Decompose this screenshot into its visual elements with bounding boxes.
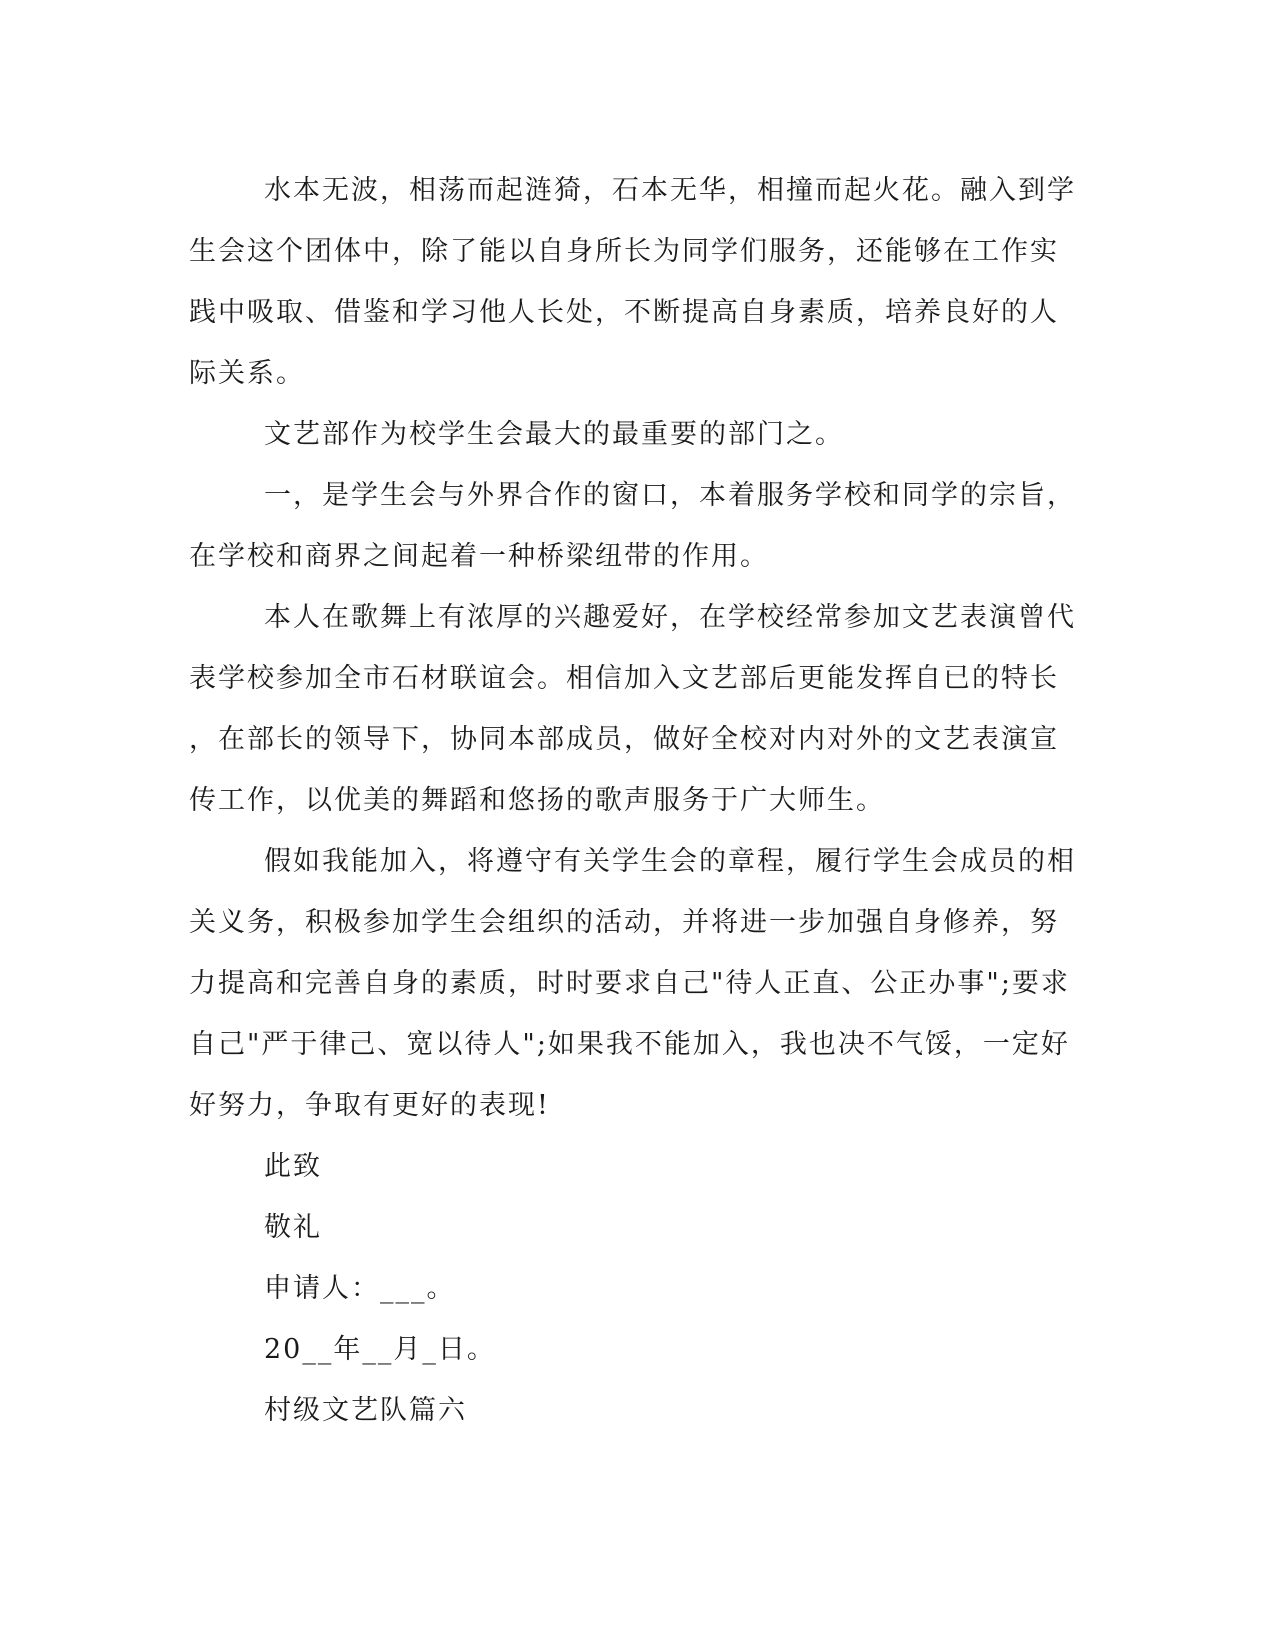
paragraph-line: 一，是学生会与外界合作的窗口，本着服务学校和同学的宗旨， — [264, 480, 1076, 511]
paragraph-line: 好努力，争取有更好的表现! — [189, 1090, 550, 1121]
closing-salutation: 此致 — [264, 1151, 322, 1182]
paragraph-line: 际关系。 — [189, 358, 305, 389]
section-heading: 村级文艺队篇六 — [264, 1395, 467, 1426]
paragraph-line: 在学校和商界之间起着一种桥梁纽带的作用。 — [189, 541, 769, 572]
paragraph-line: ，在部长的领导下，协同本部成员，做好全校对内对外的文艺表演宣 — [189, 724, 1059, 755]
paragraph-line: 本人在歌舞上有浓厚的兴趣爱好，在学校经常参加文艺表演曾代 — [264, 602, 1076, 633]
paragraph-line: 践中吸取、借鉴和学习他人长处，不断提高自身素质，培养良好的人 — [189, 297, 1059, 328]
document-body — [189, 160, 1076, 1441]
paragraph-line: 力提高和完善自身的素质，时时要求自己"待人正直、公正办事";要求 — [189, 968, 1070, 999]
applicant-line: 申请人：___。 — [264, 1273, 456, 1304]
paragraph-line: 假如我能加入，将遵守有关学生会的章程，履行学生会成员的相 — [264, 846, 1076, 877]
paragraph-line: 文艺部作为校学生会最大的最重要的部门之。 — [264, 419, 844, 450]
date-line: 20__年__月_日。 — [264, 1334, 496, 1365]
paragraph-line: 自己"严于律己、宽以待人";如果我不能加入，我也决不气馁，一定好 — [189, 1029, 1070, 1060]
closing-regards: 敬礼 — [264, 1212, 322, 1243]
paragraph-line: 生会这个团体中，除了能以自身所长为同学们服务，还能够在工作实 — [189, 236, 1059, 267]
paragraph-line: 水本无波，相荡而起涟猗，石本无华，相撞而起火花。融入到学 — [264, 175, 1076, 206]
paragraph-line: 表学校参加全市石材联谊会。相信加入文艺部后更能发挥自已的特长 — [189, 663, 1059, 694]
paragraph-line: 传工作，以优美的舞蹈和悠扬的歌声服务于广大师生。 — [189, 785, 885, 816]
paragraph-line: 关义务，积极参加学生会组织的活动，并将进一步加强自身修养，努 — [189, 907, 1059, 938]
